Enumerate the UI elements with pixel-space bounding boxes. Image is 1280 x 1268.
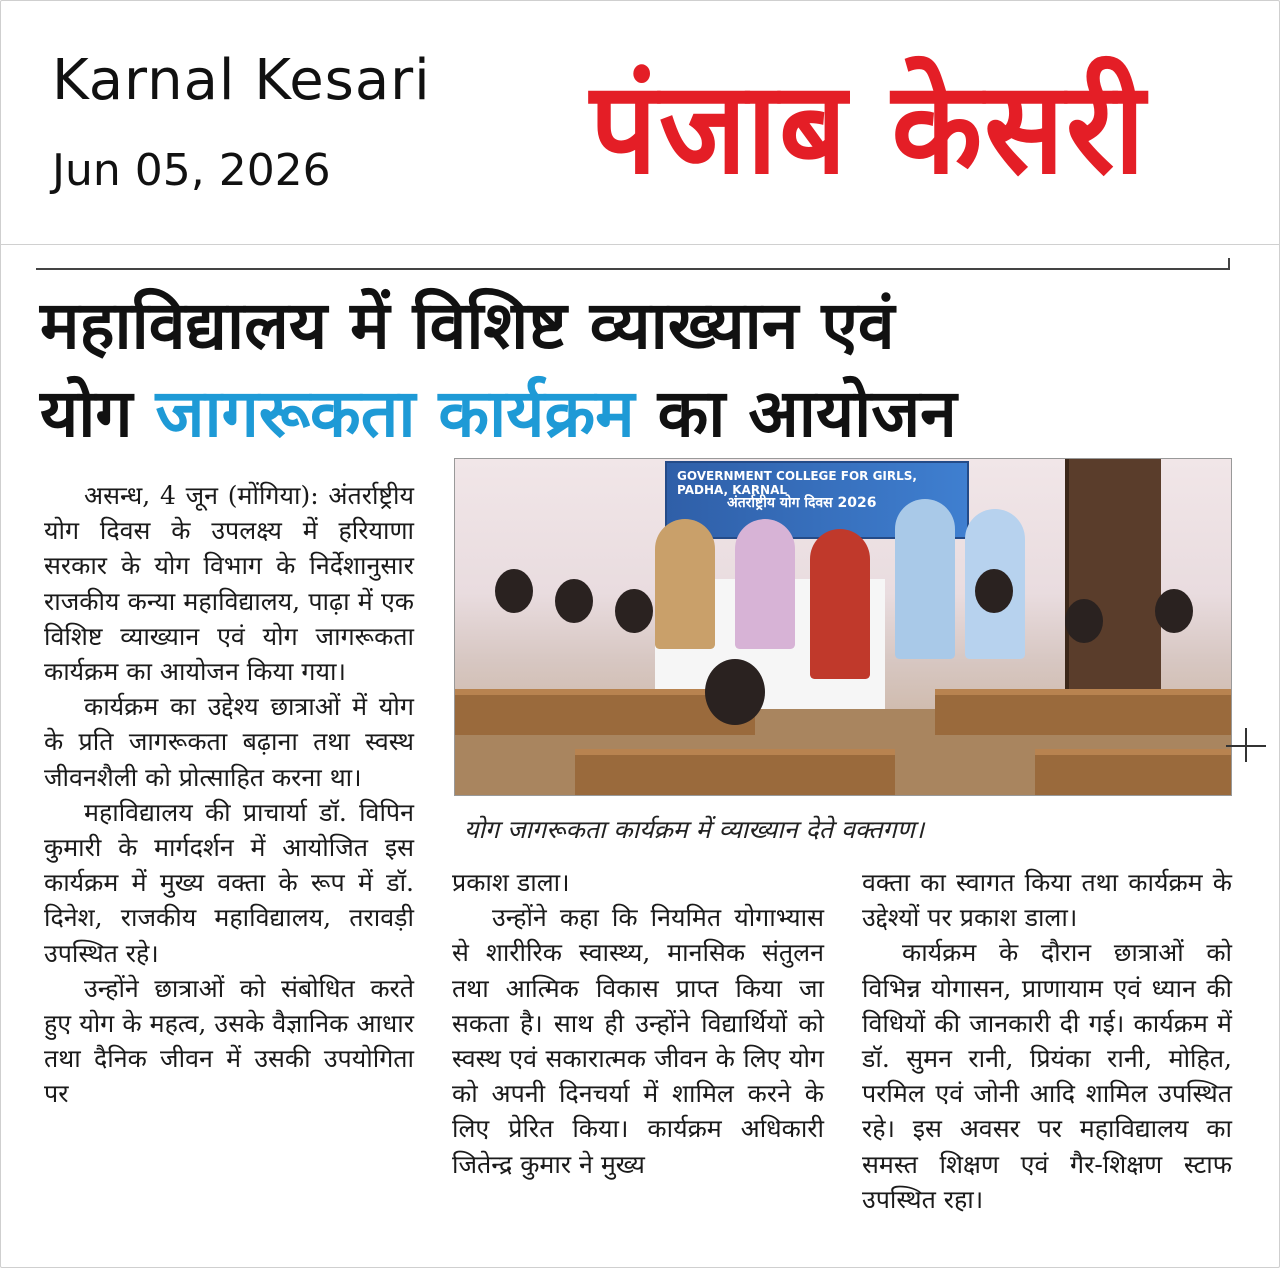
photo-bench (575, 749, 895, 796)
headline-highlight: जागरूकता कार्यक्रम (155, 375, 635, 452)
photo-speaker-4 (895, 499, 955, 659)
photo-banner-line-2: अंतर्राष्ट्रीय योग दिवस 2026 (727, 495, 877, 511)
photo-speaker-2 (735, 519, 795, 649)
photo-door (1065, 459, 1161, 689)
paragraph: उन्होंने कहा कि नियमित योगाभ्यास से शारीरिक स्वास्थ्य, मानसिक संतुलन तथा आत्मिक विकास प्राप्त किया जा सकता है। साथ ही उन्होंने विद्यार्थियों को स्वस्थ एवं सकारात्मक जीवन के लिए योग को अपनी दिनचर्या में शामिल करने के लिए प्रेरित किया। कार्यक्रम अधिकारी जितेन्द्र कुमार ने मुख्य (452, 903, 824, 1179)
article-rule-tick (1228, 258, 1230, 270)
photo-student (1065, 599, 1103, 643)
paragraph: प्रकाश डाला। (452, 868, 570, 897)
headline-line-1: महाविद्यालय में विशिष्ट व्याख्यान एवं (40, 287, 895, 364)
headline-line-2 (40, 370, 1240, 458)
photo-student (975, 569, 1013, 613)
photo-student (615, 589, 653, 633)
photo-student (705, 659, 765, 725)
paragraph: महाविद्यालय की प्राचार्या डॉ. विपिन कुमारी के मार्गदर्शन में आयोजित इस कार्यक्रम में मुख्य वक्ता के रूप में डॉ. दिनेश, राजकीय महाविद्यालय, तरावड़ी उपस्थित रहे। (44, 797, 414, 968)
photo-bench (1035, 749, 1231, 796)
photo-speaker-1 (655, 519, 715, 649)
header-divider (0, 244, 1280, 245)
article-photo (454, 458, 1232, 796)
paragraph: कार्यक्रम के दौरान छात्राओं को विभिन्न योगासन, प्राणायाम एवं ध्यान की विधियों की जानकारी दी गई। कार्यक्रम में डॉ. सुमन रानी, प्रियंका रानी, मोहित, परमिल एवं जोनी आदि शामिल उपस्थित रहे। इस अवसर पर महाविद्यालय का समस्त शिक्षण एवं गैर-शिक्षण स्टाफ उपस्थित रहा। (862, 938, 1232, 1214)
photo-banner-line-1: GOVERNMENT COLLEGE FOR GIRLS, PADHA, KARNAL (677, 469, 917, 497)
headline-line-2-post: का आयोजन (634, 375, 957, 452)
paragraph: असन्ध, 4 जून (मोंगिया): अंतर्राष्ट्रीय योग दिवस के उपलक्ष्य में हरियाणा सरकार के योग विभाग के निर्देशानुसार राजकीय कन्या महाविद्यालय, पाढ़ा में एक विशिष्ट व्याख्यान एवं योग जागरूकता कार्यक्रम का आयोजन किया गया। (44, 481, 414, 687)
paragraph: कार्यक्रम का उद्देश्य छात्राओं में योग के प्रति जागरूकता बढ़ाना तथा स्वस्थ जीवनशैली को प्रोत्साहित करना था। (44, 692, 414, 792)
article-column-1 (44, 478, 414, 1112)
registration-mark (1245, 728, 1247, 762)
article-top-rule (36, 268, 1230, 270)
photo-student (555, 579, 593, 623)
paragraph: वक्ता का स्वागत किया तथा कार्यक्रम के उद्देश्यों पर प्रकाश डाला। (862, 868, 1232, 933)
headline-line-2-pre: योग (40, 375, 156, 452)
edition-name: Karnal Kesari (52, 48, 431, 113)
newspaper-masthead: पंजाब केसरी (590, 53, 1147, 203)
publication-date: Jun 05, 2026 (52, 145, 331, 196)
article-column-2 (452, 865, 824, 1182)
paragraph: उन्होंने छात्राओं को संबोधित करते हुए योग के महत्व, उसके वैज्ञानिक आधार तथा दैनिक जीवन में उसकी उपयोगिता पर (44, 973, 414, 1109)
photo-student (1155, 589, 1193, 633)
article-headline (40, 282, 1240, 458)
photo-student (495, 569, 533, 613)
photo-bench (935, 689, 1231, 735)
article-column-3 (862, 865, 1232, 1217)
photo-speaker-3 (810, 529, 870, 679)
photo-caption: योग जागरूकता कार्यक्रम में व्याख्यान देते वक्तगण। (464, 815, 925, 844)
